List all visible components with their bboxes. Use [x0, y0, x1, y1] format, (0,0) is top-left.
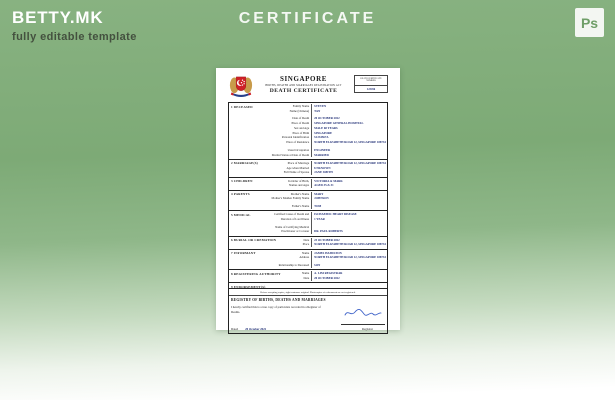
field-value: 20 OCTOBER 2022	[311, 113, 387, 121]
page-title: CERTIFICATE	[238, 10, 377, 27]
field-value: S1234567A	[311, 135, 387, 140]
field-label: Place of Death	[291, 121, 310, 126]
field-value: NORTH ELIZABETH ROAD 12, SINGAPORE 188734	[311, 255, 387, 260]
field-value: ISCHAEMIC HEART DISEASE	[311, 212, 387, 217]
field-value: SON	[311, 260, 387, 268]
field-label: Family Name	[292, 104, 310, 108]
field-value: MALE 68 YEARS	[311, 126, 387, 131]
field-row	[229, 113, 387, 121]
dated-value: 20 October 2022	[245, 326, 267, 331]
field-row	[229, 229, 387, 234]
certificate-number-label: DEATH CERTIFICATE NUMBER	[360, 77, 382, 83]
field-row	[229, 222, 387, 230]
certificate-title-block	[253, 73, 354, 100]
field-row	[229, 242, 387, 247]
certificate-section	[229, 177, 387, 190]
document-title: DEATH CERTIFICATE	[269, 88, 338, 94]
field-value: MARRIED	[311, 153, 387, 158]
field-label: Mother's Name	[290, 191, 310, 196]
registry-heading: REGISTRY OF BIRTHS, DEATHS AND MARRIAGES	[229, 295, 387, 303]
field-value: A. LIM REGISTRAR	[311, 271, 387, 276]
certificate-table	[229, 103, 387, 288]
field-label: Address	[299, 255, 310, 260]
field-value: DR. PAUL ROBERTS	[311, 229, 387, 234]
field-label: Date of Death	[292, 116, 310, 121]
registrar-label: Registrar	[362, 326, 373, 331]
country-title: SINGAPORE	[279, 75, 328, 83]
certify-text: I hereby certified this is a true copy of particulars recorded in a Register of Deaths.	[231, 305, 321, 314]
certificate-section	[229, 249, 387, 270]
singapore-coat-of-arms-icon	[229, 73, 253, 100]
certificate-body	[228, 102, 388, 334]
field-row	[229, 153, 387, 158]
field-value: SINGAPORE	[311, 131, 387, 136]
field-label: Practitioner or Coroner	[281, 229, 310, 234]
certificate-section	[229, 103, 387, 159]
certificate-section	[229, 282, 387, 288]
field-label: Age when Married	[286, 165, 310, 170]
field-value: 1 YEAR	[311, 217, 387, 222]
field-row	[229, 183, 387, 188]
field-label: Usual Occupation	[287, 147, 310, 152]
field-label: Name (Chinese)	[289, 108, 310, 113]
brand-logo: BETTY.MK	[12, 8, 104, 27]
certificate-section	[229, 190, 387, 211]
section-heading: 1 DECEASED	[231, 104, 253, 109]
certificate-document	[216, 68, 400, 330]
certificate-section	[229, 210, 387, 235]
field-label: Name of Certifying Medical	[275, 224, 310, 229]
certificate-header	[229, 73, 388, 100]
certificate-number-value: 123456	[355, 85, 387, 92]
signature-block	[341, 305, 385, 325]
field-label: Place of Birth	[292, 130, 310, 135]
field-label: Sex and Age	[293, 125, 310, 130]
field-value: NORTH ELIZABETH ROAD 12, SINGAPORE 188734	[311, 242, 387, 247]
photoshop-icon: Ps	[575, 8, 604, 37]
certificate-section	[229, 159, 387, 177]
field-label: Certified Cause of Death and	[274, 212, 310, 217]
field-value: NORTH ELIZABETH ROAD 12, SINGAPORE 188734	[311, 140, 387, 145]
certificate-note: Before accepting copies, sight customer original. Photocopies of a document are not registered.	[229, 288, 387, 295]
field-value: MARY	[311, 192, 387, 197]
field-value: 23 OCTOBER 2022	[311, 238, 387, 243]
field-value: STEVEN	[311, 104, 387, 109]
field-row	[229, 276, 387, 281]
section-heading: 9 ENDORSEMENT(S)	[231, 284, 266, 289]
field-label: Marital Status at Date of Death	[271, 152, 310, 157]
field-value: JANE SMITH	[311, 170, 387, 175]
field-label: Father's Name	[291, 203, 310, 208]
field-label: Relationship to Deceased	[278, 263, 310, 268]
field-value: ENGINEER	[311, 145, 387, 153]
field-value: AGED 35 & 31	[311, 183, 387, 188]
field-label: Personal Identification	[281, 135, 310, 140]
field-value: JAMES HAMILTON	[311, 251, 387, 256]
field-row	[229, 145, 387, 153]
section-heading: 4 PARENTS	[231, 192, 250, 197]
field-value: SINGAPORE GENERAL HOSPITAL	[311, 121, 387, 126]
section-heading: 2 MARRIAGE(S)	[231, 161, 258, 166]
act-subtitle: BIRTHS, DEATHS AND MARRIAGES REGISTRATION ACT	[265, 83, 342, 87]
section-heading: 6 BURIAL OR CREMATION	[231, 238, 277, 243]
field-row	[229, 260, 387, 268]
field-value: NORTH ELIZABETH ROAD 12, SINGAPORE 188734	[311, 161, 387, 166]
certificate-section	[229, 269, 387, 282]
certificate-section	[229, 236, 387, 249]
field-row	[229, 201, 387, 209]
dated-row	[229, 325, 387, 334]
field-label: Names and Ages	[288, 183, 310, 188]
field-label: Date	[303, 276, 310, 281]
section-heading: 8 REGISTERING AUTHORITY	[231, 271, 281, 276]
field-label: Duration of Last Illness	[280, 216, 310, 221]
certify-row	[229, 303, 387, 325]
section-heading: 7 INFORMANT	[231, 251, 256, 256]
registrar-signature-icon	[341, 305, 385, 325]
dated-label: Dated	[231, 326, 239, 331]
field-value: JOHNSON	[311, 196, 387, 201]
field-label: Mother's Maiden Family Name	[271, 196, 310, 201]
field-label: Place of Residence	[286, 140, 310, 145]
field-row	[229, 170, 387, 175]
certificate-number-box	[354, 75, 388, 93]
field-value: TAN	[311, 109, 387, 114]
field-label: Full Name of Spouse	[283, 170, 310, 175]
field-value: 20 OCTOBER 2022	[311, 276, 387, 281]
field-label: Name	[301, 271, 310, 276]
field-value: VICTORIA & MARK	[311, 179, 387, 184]
field-label: Date	[303, 237, 310, 242]
field-label: Place of Marriage	[287, 160, 310, 165]
field-label: Place	[302, 242, 310, 247]
field-label: In Order of Birth,	[287, 178, 310, 183]
section-heading: 5 MEDICAL	[231, 212, 251, 217]
brand-tagline: fully editable template	[12, 31, 137, 43]
section-heading: 3 CHILDREN	[231, 179, 253, 184]
field-value	[311, 222, 387, 230]
field-label: Name	[301, 250, 310, 255]
field-value: UNKNOWN	[311, 166, 387, 171]
field-value: TOM	[311, 201, 387, 209]
